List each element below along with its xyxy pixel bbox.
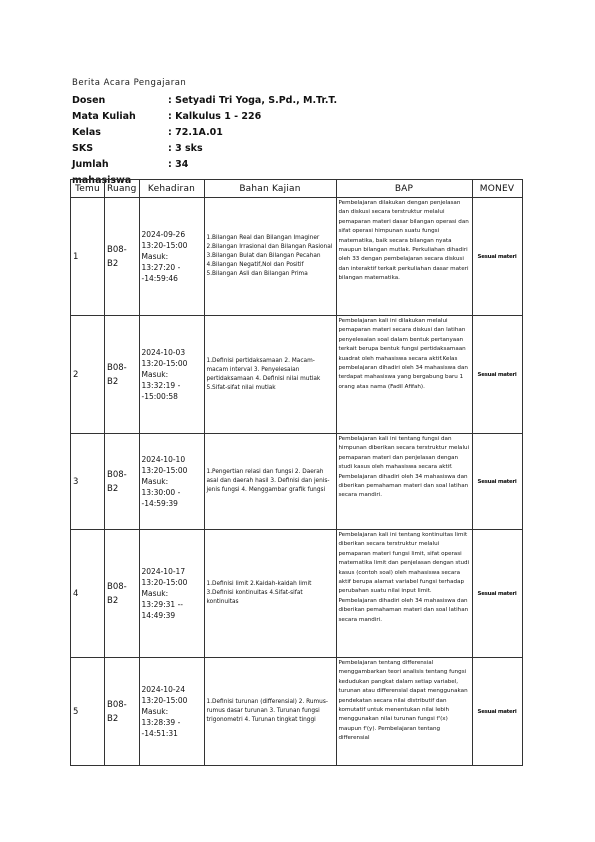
cell-ruang: B08-B2 — [105, 658, 140, 766]
cell-kehadiran: 2024-10-10 13:20-15:00 Masuk: 13:30:00 --14:59:39 — [139, 434, 204, 530]
info-label: Mata Kuliah — [72, 111, 136, 122]
table-row — [71, 198, 523, 316]
table-row — [71, 658, 523, 766]
cell-kehadiran: 2024-10-17 13:20-15:00 Masuk: 13:29:31 -- 14:49:39 — [139, 530, 204, 658]
cell-ruang: B08-B2 — [105, 316, 140, 434]
cell-bap: Pembelajaran tentang differensial menggambarkan teori analisis tentang fungsi kedudukan pangkat dalam setiap variabel, turunan atau differensial dapat menggunakan pendekatan secara nilai distributif dan komutatif untuk menentukan nilai lebih menggunakan nilai turunan fungsi f'(x) maupun f'(y). Pembelajaran tentang differensial — [336, 658, 472, 766]
cell-temu: 3 — [71, 434, 105, 530]
info-row-kelas — [72, 125, 337, 141]
cell-kehadiran: 2024-10-03 13:20-15:00 Masuk: 13:32:19 --15:00:58 — [139, 316, 204, 434]
column-header-ruang: Ruang — [105, 180, 140, 198]
cell-temu: 4 — [71, 530, 105, 658]
column-header-bap: BAP — [336, 180, 472, 198]
course-info — [72, 93, 338, 186]
cell-kehadiran: 2024-10-24 13:20-15:00 Masuk: 13:28:39 --14:51:31 — [139, 658, 204, 766]
cell-kehadiran: 2024-09-26 13:20-15:00 Masuk: 13:27:20 --14:59:46 — [139, 198, 204, 316]
info-row-mata-kuliah — [72, 109, 337, 125]
cell-temu: 1 — [71, 198, 105, 316]
cell-bahan-kajian: 1.Definisi limit 2.Kaidah-kaidah limit 3.Definisi kontinuitas 4.Sifat-sifat kontinuitas — [204, 530, 336, 658]
table-header-row — [71, 180, 523, 198]
attendance-table — [70, 179, 523, 766]
cell-bap: Pembelajaran kali ini dilakukan melalui pemaparan materi secara diskusi dan latihan penyelesaian soal dalam bentuk pertanyaan terkait berupa bentuk fungsi pertidaksamaan kuadrat oleh mahasiswa secara aktif.Kelas pembelajaran dihadiri oleh 34 mahasiswa dan terdapat mahasiswa yang bergabung baru 1 orang atas nama (Fadil Afifah). — [336, 316, 472, 434]
cell-monev — [472, 316, 522, 434]
cell-bahan-kajian: 1.Definisi pertidaksamaan 2. Macam-macam interval 3. Penyelesaian pertidaksamaan 4. Definisi nilai mutlak 5.Sifat-sifat nilai mutlak — [204, 316, 336, 434]
cell-bahan-kajian: 1.Pengertian relasi dan fungsi 2. Daerah asal dan daerah hasil 3. Definisi dan jenis-jenis fungsi 4. Menggambar grafik fungsi — [204, 434, 336, 530]
monev-status: Sesuai materi — [477, 479, 517, 485]
info-label: Jumlah mahasiswa — [72, 159, 132, 186]
column-header-kehadiran: Kehadiran — [139, 180, 204, 198]
cell-monev — [472, 658, 522, 766]
info-label: Dosen — [72, 95, 106, 106]
table-row — [71, 316, 523, 434]
cell-bahan-kajian: 1.Bilangan Real dan Bilangan Imaginer 2.Bilangan Irrasional dan Bilangan Rasional 3.Bilangan Bulat dan Bilangan Pecahan 4.Bilangan Negatif,Nol dan Positif 5.Bilangan Asli dan Bilangan Prima — [204, 198, 336, 316]
info-row-dosen — [72, 93, 337, 109]
info-value: : Setyadi Tri Yoga, S.Pd., M.Tr.T. — [168, 95, 338, 106]
cell-monev — [472, 198, 522, 316]
info-row-sks — [72, 141, 337, 157]
table-row — [71, 530, 523, 658]
info-value: : 34 — [168, 159, 189, 170]
column-header-bahan-kajian: Bahan Kajian — [204, 180, 336, 198]
info-value: : 72.1A.01 — [168, 127, 223, 138]
info-value: : 3 sks — [168, 143, 203, 154]
monev-status: Sesuai materi — [477, 591, 517, 597]
info-label: SKS — [72, 143, 94, 154]
cell-temu: 5 — [71, 658, 105, 766]
cell-monev — [472, 434, 522, 530]
cell-ruang: B08-B2 — [105, 434, 140, 530]
cell-bap: Pembelajaran dilakukan dengan penjelasan dan diskusi secara terstruktur melalui pemaparan materi dasar bilangan operasi dan sifat operasi himpunan suatu fungsi matematika, baik secara bilangan nyata maupun bilangan mutlak. Perkuliahan dihadiri oleh 33 dengan pembelajaran secara diskusi dan interaktif terkait perkuliahan dasar materi bilangan matematika. — [336, 198, 472, 316]
info-label: Kelas — [72, 127, 101, 138]
cell-temu: 2 — [71, 316, 105, 434]
cell-monev — [472, 530, 522, 658]
monev-status: Sesuai materi — [477, 372, 517, 378]
cell-bap: Pembelajaran kali ini tentang kontinuitas limit diberikan secara terstruktur melalui pemaparan materi fungsi limit, sifat operasi matematika limit dan penjelasan dengan studi kasus (contoh soal) oleh mahasiswa secara aktif berupa alamat variabel fungsi terhadap perubahan suatu nilai input limit. Pembelajaran dihadiri oleh 34 mahasiswa dan diberikan pemahaman materi dan soal latihan secara mandiri. — [336, 530, 472, 658]
cell-bap: Pembelajaran kali ini tentang fungsi dan himpunan diberikan secara terstruktur melalui pemaparan materi dan penjelasan dengan studi kasus oleh mahasiswa secara aktif. Pembelajaran dihadiri oleh 34 mahasiswa dan diberikan pemahaman materi dan soal latihan secara mandiri. — [336, 434, 472, 530]
monev-status: Sesuai materi — [477, 709, 517, 715]
cell-ruang: B08-B2 — [105, 198, 140, 316]
column-header-monev: MONEV — [472, 180, 522, 198]
info-value: : Kalkulus 1 - 226 — [168, 111, 262, 122]
document-title: Berita Acara Pengajaran — [72, 78, 187, 88]
table-row — [71, 434, 523, 530]
cell-bahan-kajian: 1.Definisi turunan (differensial) 2. Rumus-rumus dasar turunan 3. Turunan fungsi trigonometri 4. Turunan tingkat tinggi — [204, 658, 336, 766]
monev-status: Sesuai materi — [477, 254, 517, 260]
info-row-jumlah-mahasiswa — [72, 157, 337, 186]
column-header-temu: Temu — [71, 180, 105, 198]
cell-ruang: B08-B2 — [105, 530, 140, 658]
